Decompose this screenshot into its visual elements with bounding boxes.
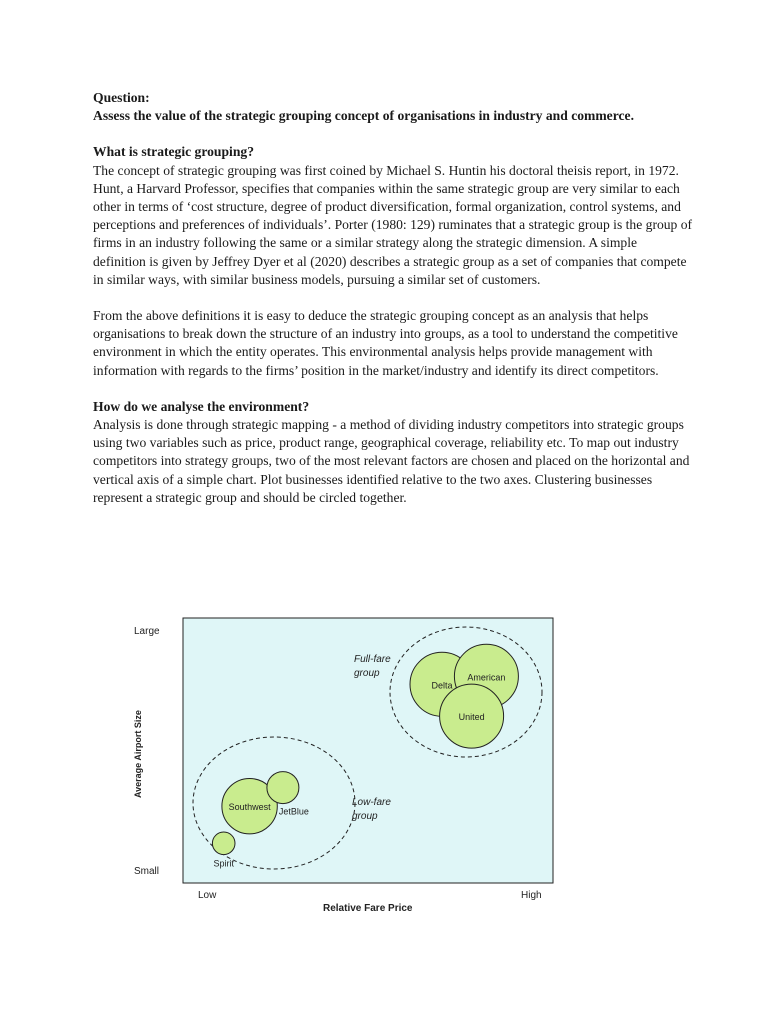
group-label-low-fare-line1: Low-fare: [352, 797, 391, 808]
bubble-jetblue: [267, 772, 299, 804]
section-heading-analyse-environment: How do we analyse the environment?: [93, 398, 310, 414]
point-label-united: United: [458, 712, 485, 723]
group-label-full-fare-line1: Full-fare: [354, 654, 391, 665]
section-heading-strategic-grouping: What is strategic grouping?: [93, 144, 254, 160]
point-label-southwest: Southwest: [228, 802, 271, 813]
x-tick-low: Low: [198, 890, 217, 901]
group-label-low-fare-line2: group: [352, 811, 378, 822]
point-label-spirit: Spirit: [213, 858, 234, 869]
group-label-full-fare-line2: group: [354, 668, 380, 679]
y-tick-large: Large: [134, 626, 160, 637]
bubble-spirit: [212, 832, 235, 855]
paragraph-definition: The concept of strategic grouping was first coined by Michael S. Huntin his doctoral theisis report, in 1972. Hunt, a Harvard Professor, specifies that companies within the same strategic group are very similar to each other in terms of ‘cost structure, degree of product diversification, formal organization, control systems, and perceptions and preferences of individuals’. Porter (1980: 129) ruminates that a strategic group is the group of firms in an industry following the same or a similar strategy along the strategic dimension. A simple definition is given by Jeffrey Dyer et al (2020) describes a strategic group as a set of companies that compete in similar ways, with similar business models, pursuing a similar set of customers.: [93, 162, 693, 287]
paragraph-strategic-mapping: Analysis is done through strategic mapping - a method of dividing industry competitors into strategic groups using two variables such as price, product range, geographical coverage, reliability etc. To map out industry competitors into strategy groups, two of the most relevant factors are chosen and placed on the horizontal and vertical axis of a simple chart. Plot businesses identified relative to the two axes. Clustering businesses represent a strategic group and should be circled together.: [93, 417, 690, 505]
x-axis-label: Relative Fare Price: [323, 903, 413, 914]
question-label: Question:: [93, 90, 150, 105]
paragraph-deduction: From the above definitions it is easy to deduce the strategic grouping concept as an analysis that helps organisations to break down the structure of an industry into groups, as a tool to understand the competitive environment in which the entity operates. This environmental analysis helps provide management with information with regards to the firms’ position in the market/industry and identify its direct competitors.: [93, 308, 678, 378]
x-tick-high: High: [521, 890, 542, 901]
question-text: Assess the value of the strategic grouping concept of organisations in industry and commerce.: [93, 108, 634, 124]
strategic-group-map-chart: [128, 614, 568, 919]
y-axis-label: Average Airport Size: [133, 710, 143, 798]
strategic-group-map-figure: [128, 614, 568, 919]
point-label-jetblue: JetBlue: [278, 806, 309, 817]
point-label-american: American: [467, 672, 506, 683]
document-body: [93, 89, 693, 507]
y-tick-small: Small: [134, 866, 160, 877]
point-label-delta: Delta: [431, 680, 453, 691]
